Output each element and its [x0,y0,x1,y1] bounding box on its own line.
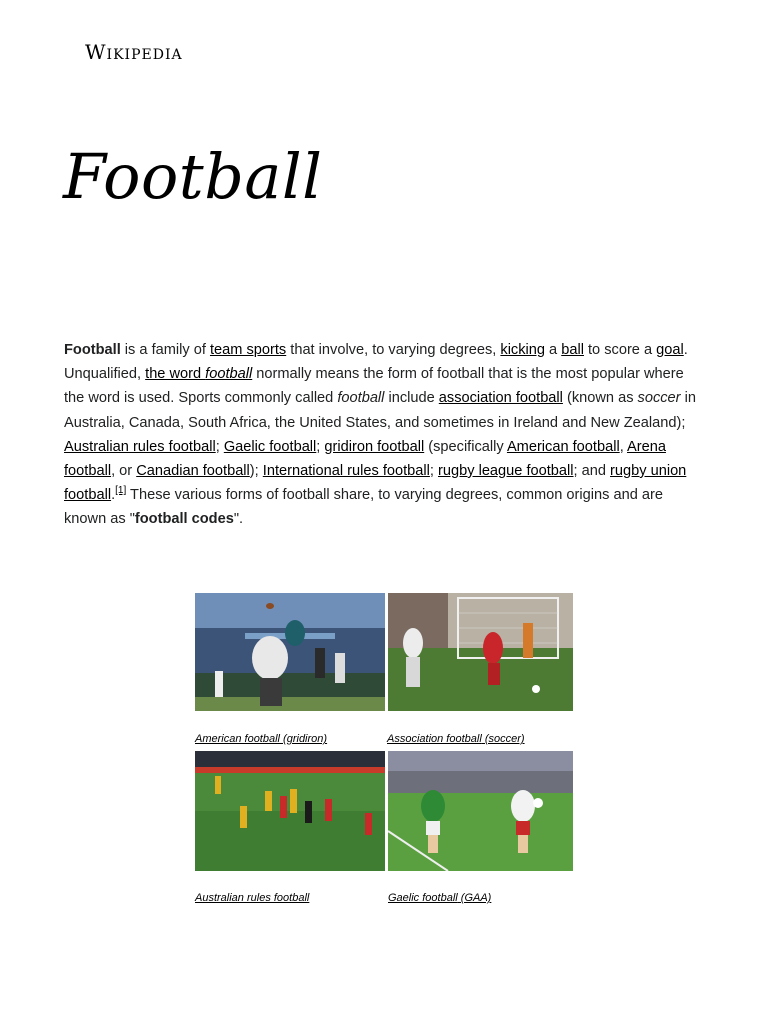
text: in Australia, Canada, South Africa, the United States, and sometimes in Ireland and New Zealand); [64,390,696,431]
link-association-football[interactable]: association football [438,390,563,407]
bold-term: Football [64,342,121,358]
link-rugby-union-football[interactable]: rugby union football [64,463,687,504]
italic-term: soccer [637,390,681,407]
text: , or [111,463,137,480]
caption-australian-rules-football[interactable] [195,892,309,904]
link-international-rules-football[interactable]: International rules football [262,463,430,480]
link-the-word-football[interactable] [145,366,252,382]
text: to score a [583,342,657,358]
reference-superscript [115,485,126,496]
link-rugby-league-football[interactable]: rugby league football [438,463,574,480]
reference-link-1[interactable]: [1] [115,485,127,497]
american-football-image [195,593,385,711]
association-football-photo[interactable] [388,593,573,711]
link-american-football[interactable]: American football [506,438,620,455]
text: . Unqualified, [64,342,688,383]
text: , [619,438,628,455]
australian-rules-photo[interactable] [195,751,385,871]
italic-term: football [337,390,385,407]
link-goal[interactable]: goal [656,342,684,358]
caption-link[interactable]: Gaelic football [388,892,458,904]
page-title: Football [63,140,323,213]
link-text-italic: football [205,366,253,383]
text: a [545,342,562,358]
link-ball[interactable]: ball [561,342,584,358]
caption-american-football[interactable] [195,733,327,745]
caption-link[interactable]: Australian rules football [195,892,310,904]
caption-text: (soccer) [481,733,525,745]
gaelic-football-photo[interactable] [388,751,573,871]
link-canadian-football[interactable]: Canadian football [136,463,250,480]
association-football-image [388,593,573,711]
image-gallery [195,593,575,913]
text: ; [215,438,224,455]
caption-gaelic-football[interactable] [388,892,491,904]
link-text: the word [145,366,206,383]
text: normally means the form of football that is the most popular where the word is used. Sports commonly called [64,366,684,407]
lead-paragraph [64,338,704,532]
text: ; [429,463,439,480]
caption-association-football[interactable] [387,733,525,745]
gaelic-football-image [388,751,573,871]
caption-text: (GAA) [457,892,492,904]
australian-rules-image [195,751,385,871]
text: (specifically [424,438,507,455]
link-gaelic-football[interactable]: Gaelic football [223,438,317,455]
caption-link[interactable]: Association football [387,733,482,745]
caption-link[interactable]: American football [195,733,280,745]
text: ); [249,463,263,480]
text: include [384,390,439,407]
text: (known as [562,390,638,407]
link-australian-rules-football[interactable]: Australian rules football [64,438,216,455]
bold-term: football codes [134,511,234,528]
text: ; [316,438,325,455]
text: is a family of [120,342,210,358]
caption-text: (gridiron) [280,733,328,745]
text: These various forms of football share, to varying degrees, common origins and are known as " [64,487,663,528]
link-team-sports[interactable]: team sports [209,342,287,358]
wikipedia-wordmark[interactable]: Wikipedia [85,40,183,64]
link-kicking[interactable]: kicking [500,342,545,358]
american-football-photo[interactable] [195,593,385,711]
link-arena-football[interactable]: Arena football [64,438,666,480]
text: ". [233,511,244,528]
link-gridiron-football[interactable]: gridiron football [324,438,425,455]
text: . [111,487,116,504]
text: ; and [573,463,611,480]
text: that involve, to varying degrees, [286,342,501,358]
